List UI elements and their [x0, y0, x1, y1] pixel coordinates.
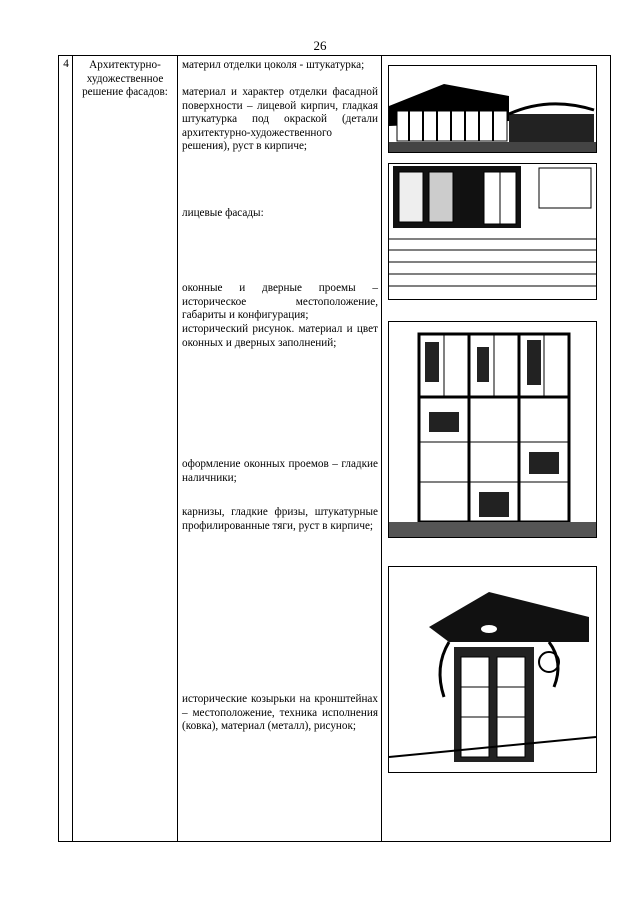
page-number: 26 — [313, 38, 327, 53]
heritage-table — [58, 55, 611, 842]
item-plinth-material: материл отделки цоколя - штукатурка; — [182, 59, 365, 71]
row-number: 4 — [63, 58, 69, 70]
item-window-trim: оформление оконных проемов – гладкие наличники; — [182, 458, 378, 484]
item-cornices: карнизы, гладкие фризы, штукатурные профилированные тяги, руст в кирпиче; — [182, 506, 378, 532]
item-facade-finish: материал и характер отделки фасадной поверхности – лицевой кирпич, гладкая штукатурка под окраской (детали архитектурно-художественного решения), руст в кирпиче; — [182, 86, 378, 153]
item-openings: оконные и дверные проемы – историческое местоположение, габариты и конфигурация; — [182, 282, 378, 322]
column-divider — [177, 56, 178, 841]
canopy-photo — [388, 566, 597, 773]
item-fillings: исторический рисунок. материал и цвет оконных и дверных заполнений; — [182, 323, 378, 349]
item-main-facades: лицевые фасады: — [182, 207, 264, 219]
building-photo — [388, 65, 597, 153]
column-divider — [72, 56, 73, 841]
window-photo — [388, 321, 597, 538]
column-divider — [381, 56, 382, 841]
row-category: Архитектурно-художественное решение фасадов: — [82, 59, 168, 99]
item-canopies: исторические козырьки на кронштейнах – местоположение, техника исполнения (ковка), материал (металл), рисунок; — [182, 693, 378, 733]
facade-photo — [388, 163, 597, 300]
